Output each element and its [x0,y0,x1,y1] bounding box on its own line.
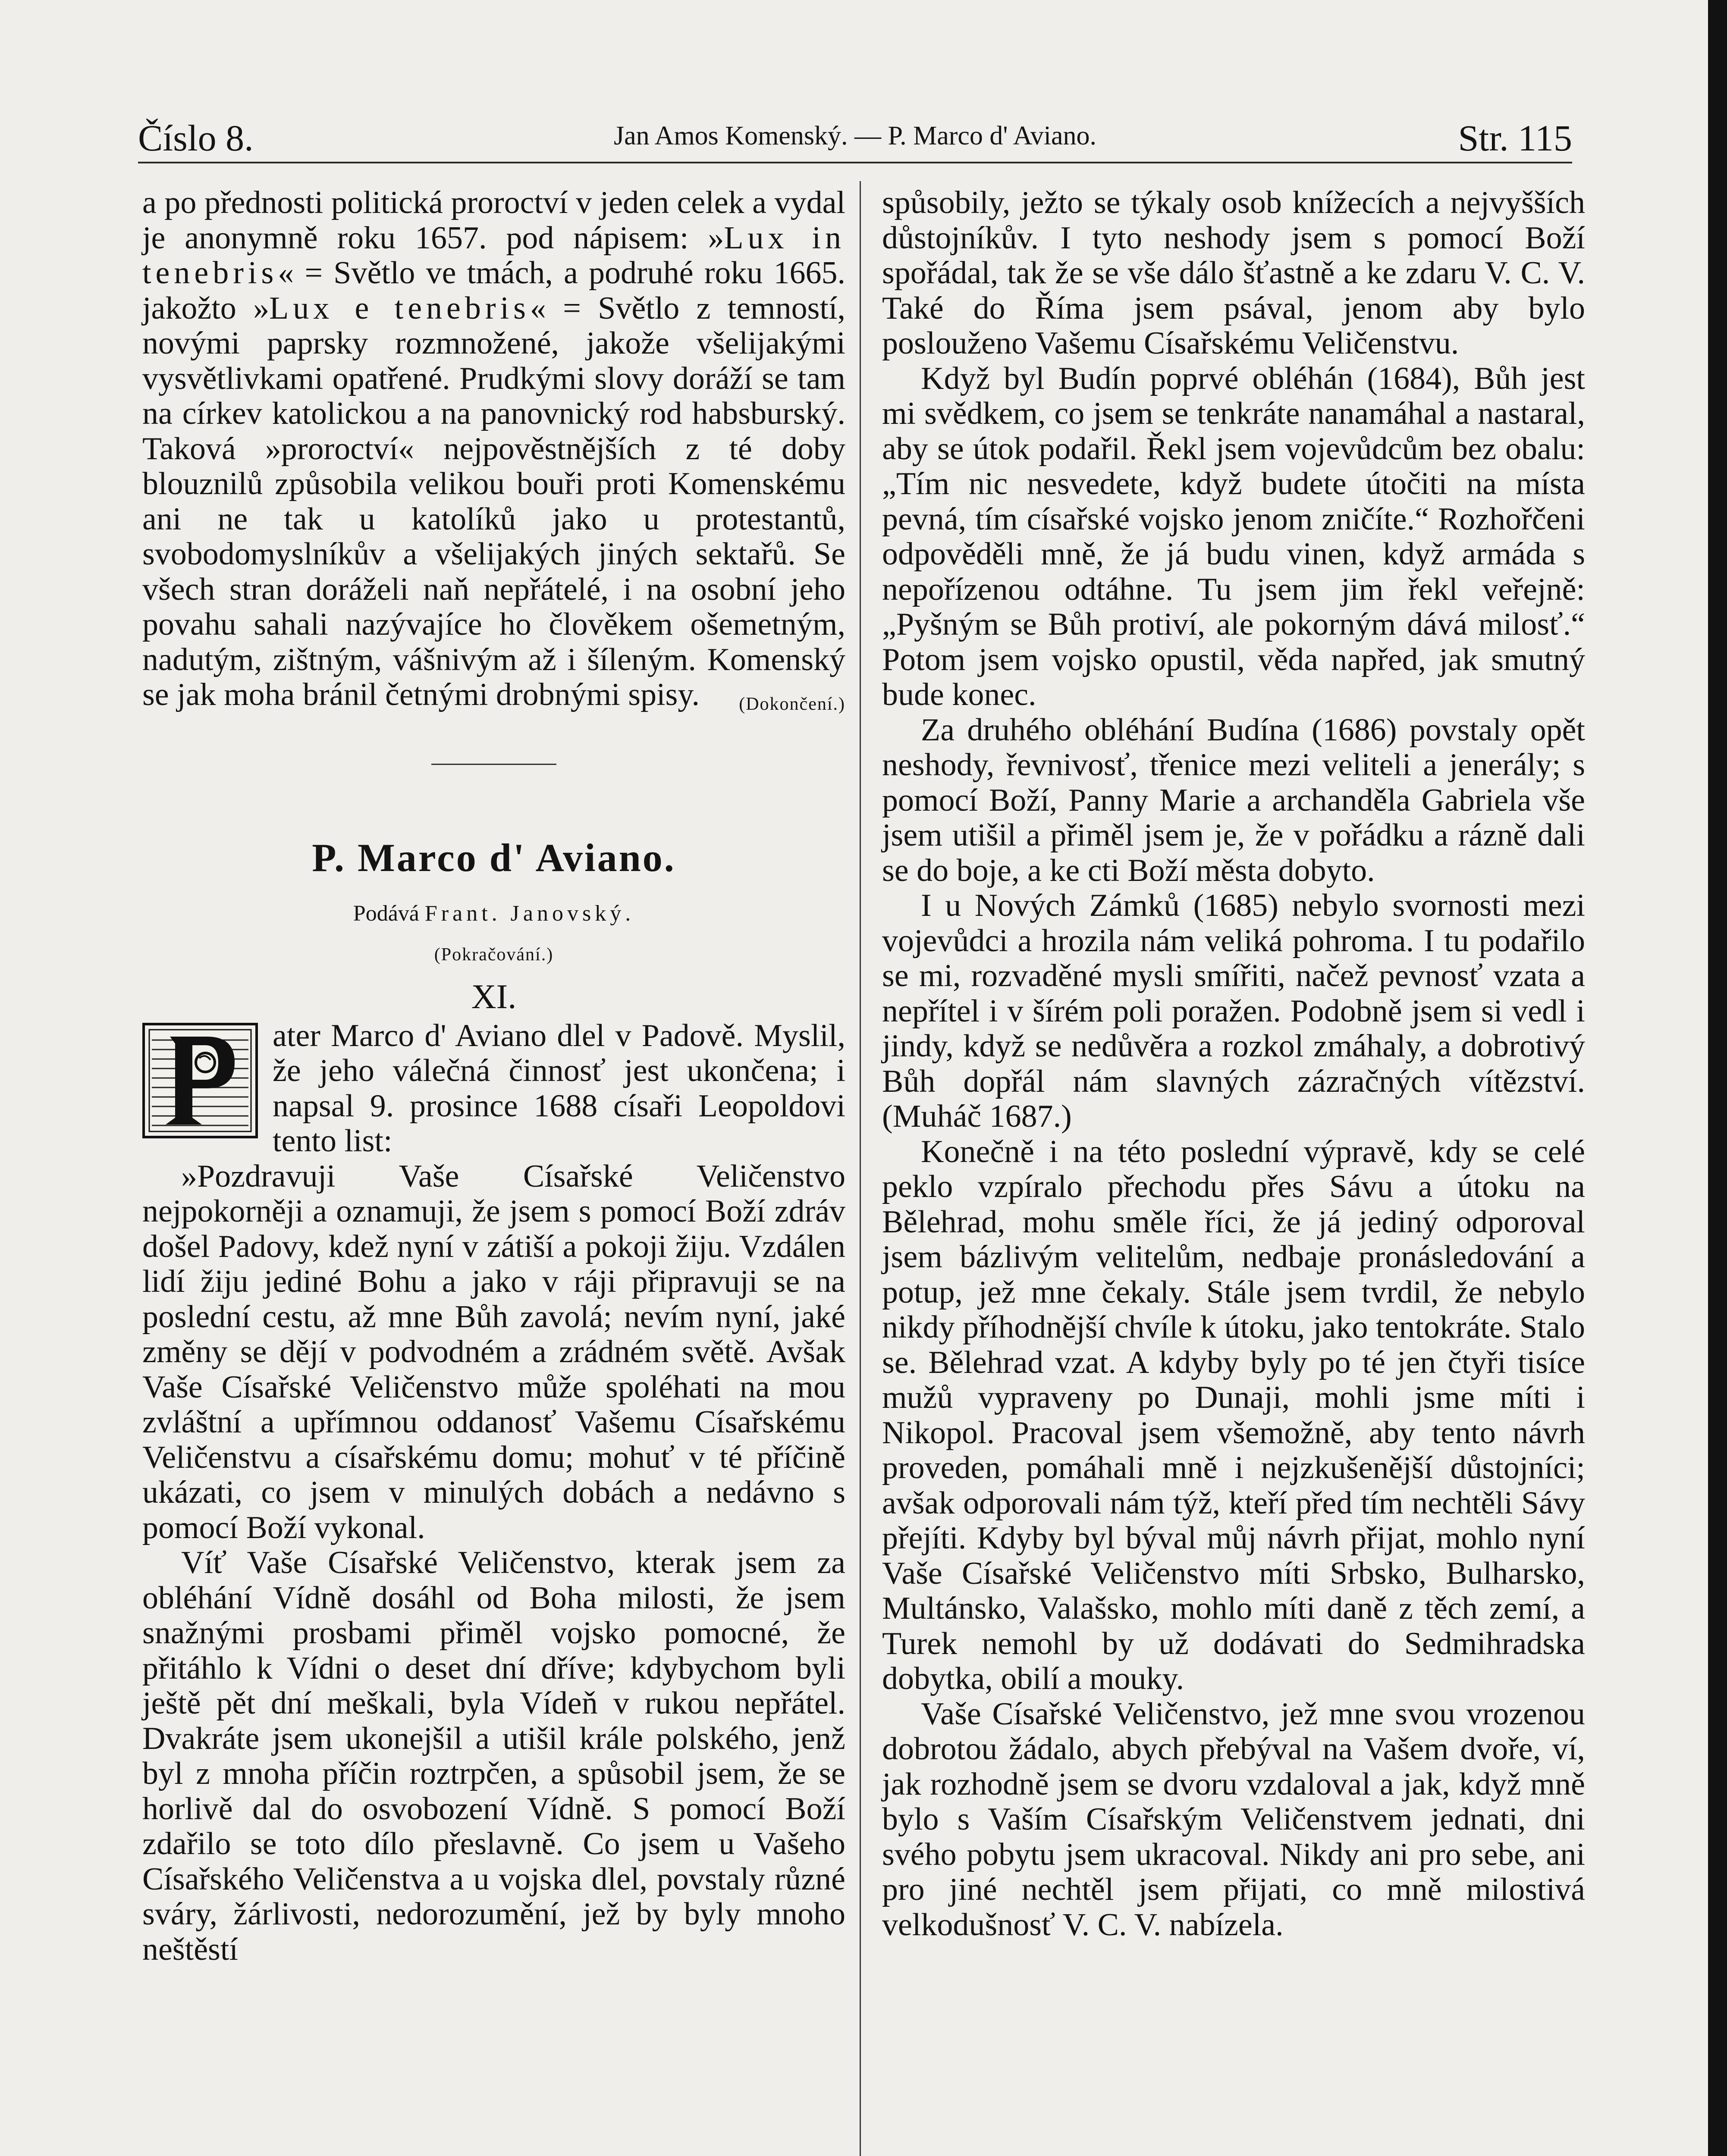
lux-e-tenebris: Lux e tenebris [269,290,530,326]
letter-paragraph-7: Konečně i na této poslední výpravě, kdy se celé peklo vzpíralo přechodu přes Sávu a útoku na Bělehrad, mohu směle říci, že já jediný odporoval jsem bázlivým velitelům, nedbaje pronásledování a potup, jež mne čekaly. Stále jsem tvrdil, že nebylo nikdy příhodnější chvíle k útoku, jako tentokráte. Stalo se. Bělehrad vzat. A kdyby byly po té jen čtyři tisíce mužů vypraveny po Dunaji, mohli jsme míti i Nikopol. Pracoval jsem všemožně, aby tento návrh proveden, pomáhali mně i nejzkušenější důstojníci; avšak odporovali nám týž, kteří před tím nechtěli Sávy přejíti. Kdyby byl býval můj návrh přijat, mohlo nyní Vaše Císařské Veličenstvo míti Srbsko, Bulharsko, Multánsko, Valašsko, mohlo míti daně z těch zemí, a Turek nemohl by už dodávati do Sedmihradska dobytka, obilí a mouky. [882,1134,1585,1696]
komensky-paragraph [142,185,845,713]
paragraph-text: ater Marco d' Aviano dlel v Padově. Myslil, že jeho válečná činnosť jest ukončena; i napsal 9. prosince 1688 císaři Leopoldovi tento list: [273,1018,845,1159]
letter-paragraph-2: Víť Vaše Císařské Veličenstvo, kterak jsem za obléhání Vídně dosáhl od Boha milosti, že jsem snažnými prosbami přiměl vojsko pomocné, že přitáhlo k Vídni o deset dní dříve; kdybychom byli ještě pět dní meškali, byla Vídeň v rukou nepřátel. Dvakráte jsem ukonejšil a utišil krále polského, jenž byl z mnoha příčin roztrpčen, a spůsobil jsem, že se horlivě dal do osvobození Vídně. S pomocí Boží zdařilo se toto dílo přeslavně. Co jsem u Vašeho Císařského Veličenstva a u vojska dlel, povstaly různé sváry, žárlivosti, nedorozumění, jež by byly mnoho neštěstí [142,1545,845,1967]
column-divider [860,181,861,2156]
page-number: Str. 115 [1458,117,1572,159]
section-number: XI. [471,978,517,1016]
scan-edge [1708,0,1727,2156]
section-rule [431,764,556,765]
issue-number: Číslo 8. [138,117,254,159]
letter-paragraph-5: Za druhého obléhání Budína (1686) povstaly opět neshody, řevnivosť, třenice mezi veliteli a jenerály; s pomocí Boží, Panny Marie a archanděla Gabriela vše jsem utišil a přiměl jsem je, že v pořádku a rázně dali se do boje, a ke cti Boží města dobyto. [882,712,1585,888]
lux-in-tenebris: Lux in tenebris [142,220,846,291]
article-title: P. Marco d' Aviano. [312,835,676,880]
letter-paragraph-6: I u Nových Zámků (1685) nebylo svornosti mezi vojevůdci a hrozila nám veliká pohroma. I tu podařilo se mi, rozvaděné mysli smířiti, načež pevnosť vzata a nepřítel i v šírém poli poražen. Podobně jsem si vedl i jindy, když se nedůvěra a rozkol zmáhaly, a dobrotivý Bůh dopřál nám slavných zázračných vítězství. (Muháč 1687.) [882,888,1585,1134]
text-segment: « = Světlo z temností, novými paprsky rozmnožené, jakože všelijakými vysvětlivkami opatřené. Prudkými slovy doráží se tam na církev katolickou a na panovnický rod habsburský. Taková »proroctví« nejpověstnějších z té doby blouznilů způsobila velikou bouři proti Komenskému ani ne tak u katolíků jako u protestantů, svobodomyslníkův a všelijakých jiných sektařů. Se všech stran doráželi naň nepřátelé, i na osobní jeho povahu sahali nazývajíce ho člověkem ošemetným, nadutým, zištným, vášnivým až i šíleným. Komenský se jak moha bránil četnými drobnými spisy. [142,290,846,712]
dropcap-p-ornament [142,1023,258,1138]
left-column [142,185,845,1967]
byline-prefix: Podává [353,901,419,926]
intro-paragraph [142,1018,845,1159]
end-note: (Dokončení.) [739,694,845,714]
letter-paragraph-8: Vaše Císařské Veličenstvo, jež mne svou vrozenou dobrotou žádalo, abych přebýval na Vašem dvoře, ví, jak rozhodně jsem se dvoru vzdaloval a jak, když mně bylo s Vaším Císařským Veličenstvem jednati, dni svého pobytu jsem ukracoval. Nikdy ani pro sebe, ani pro jiné nechtěl jsem přijati, co mně milostivá velkodušnosť V. C. V. nabízela. [882,1696,1585,1943]
letter-paragraph-1: »Pozdravuji Vaše Císařské Veličenstvo nejpokorněji a oznamuji, že jsem s pomocí Boží zdráv došel Padovy, kdež nyní v zátiší a pokoji žiju. Vzdálen lidí žiju jediné Bohu a jako v ráji připravuji se na poslední cestu, až mne Bůh zavolá; nevím nyní, jaké změny se dějí v podvodném a zrádném světě. Avšak Vaše Císařské Veličenstvo může spoléhati na mou zvláštní a upřímnou oddanosť Vašemu Císařskému Veličenstvu a císařskému domu; mohuť v té příčině ukázati, co jsem v minulých dobách a nedávno s pomocí Boží vykonal. [142,1158,845,1545]
text-segment: « = Světlo ve tmách, a podruhé roku 1665. jakožto » [142,255,845,326]
running-header [138,112,1572,160]
header-rule [138,162,1572,163]
letter-paragraph-3: spůsobily, ježto se týkaly osob knížecích a nejvyšších důstojníkův. I tyto neshody jsem s pomocí Boží spořádal, tak že se vše dálo šťastně a ke zdaru V. C. V. Také do Říma jsem psával, jenom aby bylo poslouženo Vašemu Císařskému Veličenstvu. [882,185,1585,361]
author-name: Frant. Janovský. [424,901,635,926]
letter-paragraph-4: Když byl Budín poprvé obléhán (1684), Bůh jest mi svědkem, co jsem se tenkráte nanamáhal a nastaral, aby se útok podařil. Řekl jsem vojevůdcům bez obalu: „Tím nic nesvedete, když budete útočiti na místa pevná, tím císařské vojsko jenom zničíte.“ Rozhořčeni odpověděli mně, že já budu vinen, když armáda s nepořízenou odtáhne. Tu jsem jim řekl veřejně: „Pyšným se Bůh protiví, ale pokorným dává milosť.“ Potom jsem vojsko opustil, věda napřed, jak smutný bude konec. [882,360,1585,712]
continuation-note: (Pokračování.) [434,944,554,965]
byline [142,899,845,929]
right-column [882,185,1585,1943]
running-title: Jan Amos Komenský. — P. Marco d' Aviano. [613,121,1097,150]
text-segment: a po přednosti politická proroctví v jeden celek a vydal je anonymně roku 1657. pod nápisem: » [142,185,845,256]
